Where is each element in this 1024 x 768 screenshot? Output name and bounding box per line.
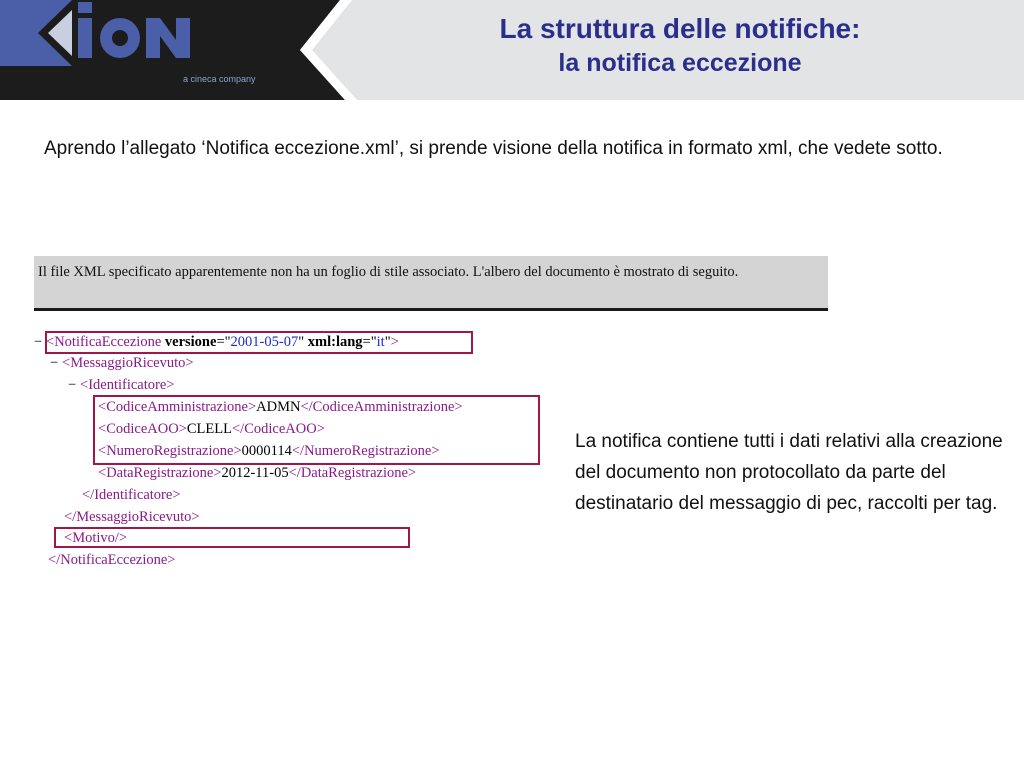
xml-banner-text: Il file XML specificato apparentemente non ha un foglio di stile associato. L'albero del documento è mostrato di seguito. [38, 264, 739, 280]
logo-tagline: a cineca company [183, 74, 256, 84]
collapse-toggle[interactable]: − [68, 377, 77, 393]
xml-line-root-close: </NotificaEccezione> [48, 552, 176, 568]
xml-line-codice-amministrazione: <CodiceAmministrazione>ADMN</CodiceAmministrazione> [98, 399, 463, 415]
xml-tag: Identificatore [88, 377, 167, 393]
xml-tag: DataRegistrazione [300, 465, 408, 481]
xml-text-value: 0000114 [241, 443, 292, 459]
highlight-box-root [45, 331, 473, 354]
xml-attr-value: it [376, 334, 385, 350]
page-title [360, 12, 1000, 80]
highlight-box-motivo [54, 527, 410, 548]
xml-tag: Identificatore [94, 487, 173, 503]
xml-line-identificatore-open: − <Identificatore> [68, 377, 175, 393]
kion-logo [0, 0, 240, 70]
xml-tag: CodiceAOO [106, 421, 179, 437]
xml-text-value: 2012-11-05 [221, 465, 289, 481]
slide-header [0, 0, 1024, 100]
xml-line-codice-aoo: <CodiceAOO>CLELL</CodiceAOO> [98, 421, 325, 437]
page-title-line1: La struttura delle notifiche: [499, 13, 861, 44]
xml-line-root-open: − <NotificaEccezione versione="2001-05-07" xml:lang="it"> [34, 334, 399, 350]
xml-attr: versione [164, 334, 217, 350]
page-title-line2: la notifica eccezione [558, 49, 802, 77]
side-explanation: La notifica contiene tutti i dati relativi alla creazione del documento non protocollato da parte del destinatario del messaggio di pec, raccolti per tag. [575, 431, 1003, 514]
xml-tag: NotificaEccezione [60, 552, 168, 568]
collapse-toggle[interactable]: − [34, 334, 43, 350]
xml-tag: NumeroRegistrazione [304, 443, 432, 459]
xml-tag: CodiceAmministrazione [312, 399, 455, 415]
xml-tag: Motivo [72, 530, 115, 546]
collapse-toggle[interactable]: − [50, 355, 59, 371]
xml-line-data-registrazione: <DataRegistrazione>2012-11-05</DataRegistrazione> [98, 465, 417, 481]
xml-tag: NotificaEccezione [54, 334, 162, 350]
xml-line-motivo: <Motivo/> [64, 530, 128, 546]
xml-attr-value: 2001-05-07 [230, 334, 299, 350]
intro-paragraph: Aprendo l’allegato ‘Notifica eccezione.xml’, si prende visione della notifica in formato xml, che vedete sotto. [44, 138, 943, 159]
xml-line-numero-registrazione: <NumeroRegistrazione>0000114</NumeroRegistrazione> [98, 443, 440, 459]
xml-line-messaggio-close: </MessaggioRicevuto> [64, 509, 200, 525]
xml-text-value: CLELL [186, 421, 232, 437]
xml-stylesheet-banner [34, 256, 828, 311]
xml-tag: NumeroRegistrazione [106, 443, 234, 459]
highlight-box-identificatore [93, 395, 540, 465]
xml-tag: CodiceAOO [244, 421, 317, 437]
xml-text-value: ADMN [256, 399, 301, 415]
xml-line-identificatore-close: </Identificatore> [82, 487, 181, 503]
xml-attr: xml:lang [307, 334, 363, 350]
xml-tag: DataRegistrazione [106, 465, 214, 481]
xml-tag: CodiceAmministrazione [106, 399, 248, 415]
xml-tag: MessaggioRicevuto [76, 509, 192, 525]
xml-line-messaggio-open: − <MessaggioRicevuto> [50, 355, 194, 371]
xml-tag: MessaggioRicevuto [70, 355, 186, 371]
